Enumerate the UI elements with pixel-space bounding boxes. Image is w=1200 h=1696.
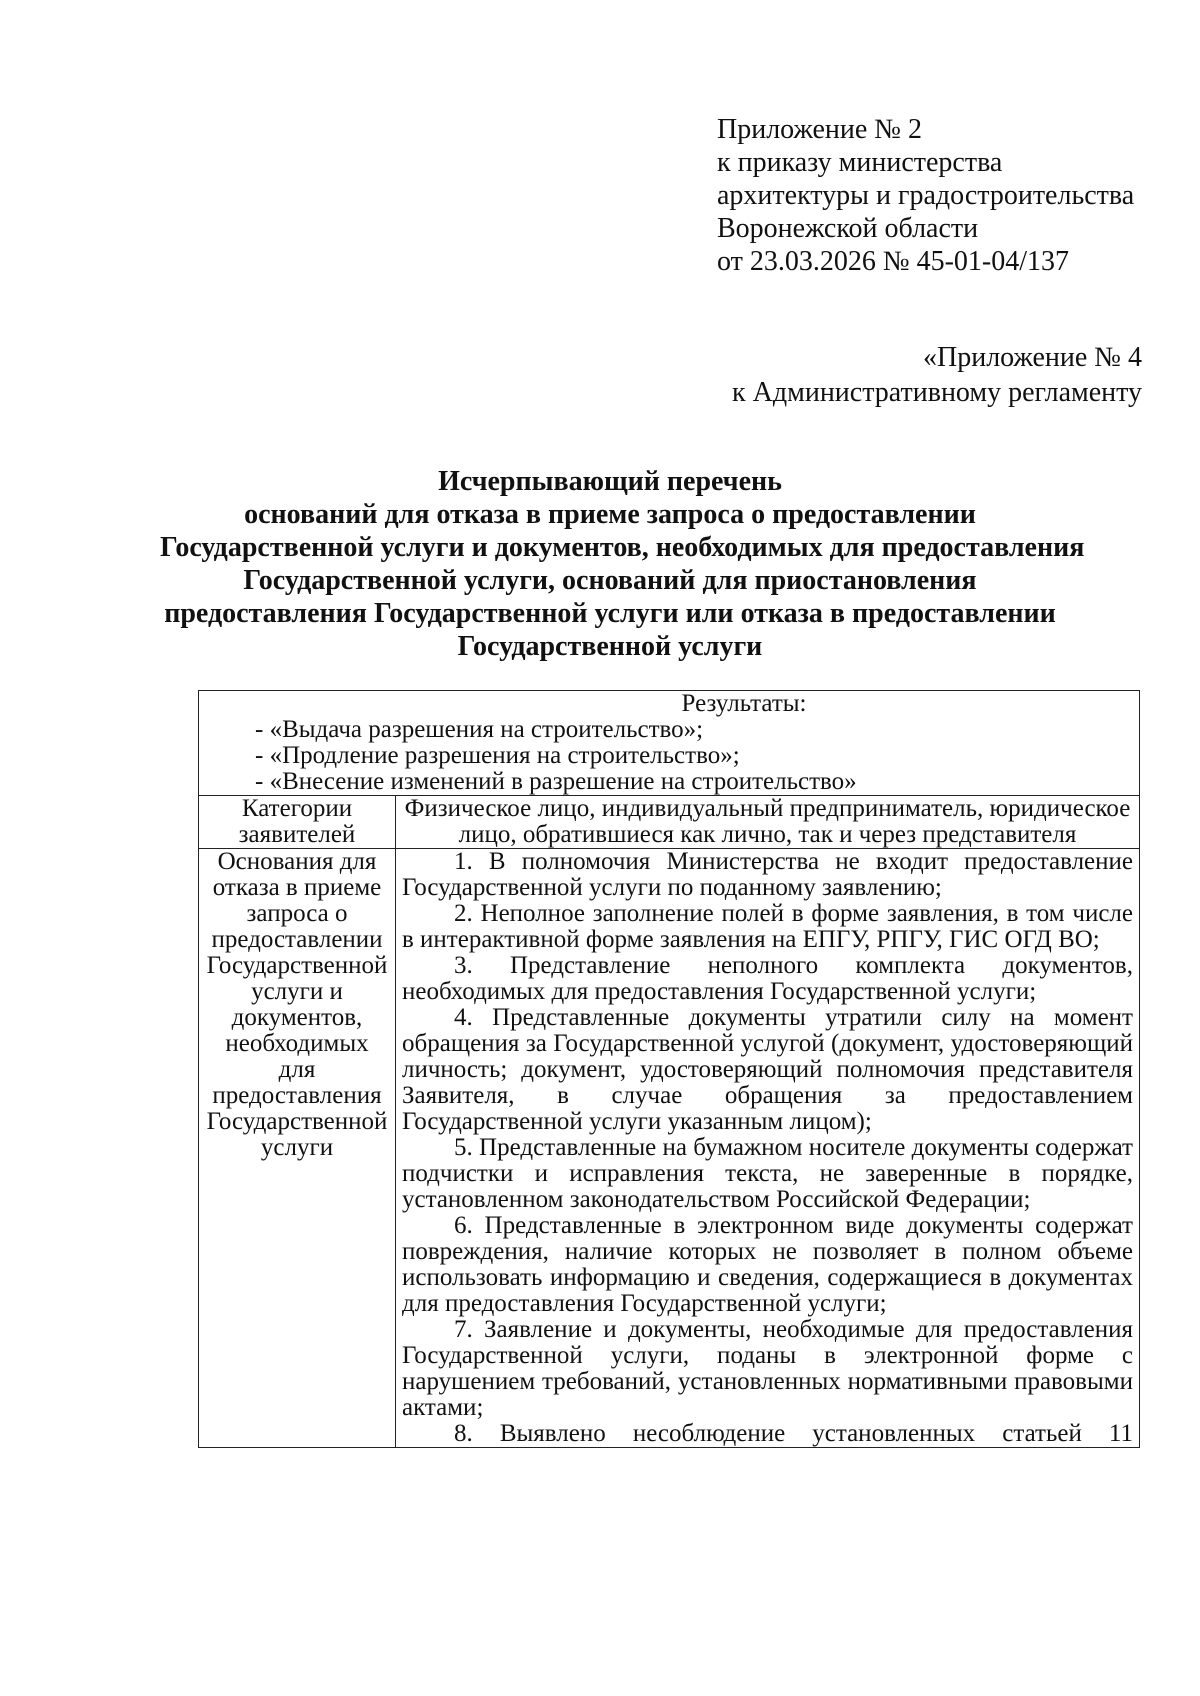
appendix-line: Приложение № 2 xyxy=(717,114,922,145)
reasons-cell xyxy=(396,849,1140,1448)
regulation-appendix-block xyxy=(732,340,1142,410)
reason-item: 6. Представленные в электронном виде документы содержат повреждения, наличие которых не позволяет в полном объеме использовать информацию и сведения, содержащиеся в документах для предоставления Государственной услуги; xyxy=(402,1212,1133,1317)
title-line: Государственной услуги, оснований для приостановления xyxy=(243,565,977,596)
reason-item: 4. Представленные документы утратили силу на момент обращения за Государственной услугой (документ, удостоверяющий личность; документ, удостоверяющий полномочия представителя Заявителя, в случае обращения за предоставлением Государственной услуги указанным лицом); xyxy=(402,1004,1133,1135)
reasons-row xyxy=(199,849,1140,1448)
title-line: Государственной услуги xyxy=(457,631,763,662)
reasons-label: Основания для отказа в приеме запроса о предоставлении Государственной услуги и документов, необходимых для предоставления Государственной услуги xyxy=(199,849,396,1448)
title-line: оснований для отказа в приеме запроса о предоставлении xyxy=(244,499,976,530)
appendix-line: к приказу министерства xyxy=(717,147,1003,178)
applicants-value: Физическое лицо, индивидуальный предприниматель, юридическое лицо, обратившиеся как лично, так и через представителя xyxy=(396,796,1140,849)
title-line: Исчерпывающий перечень xyxy=(438,466,782,497)
applicants-label: Категории заявителей xyxy=(199,796,396,849)
reason-item: 7. Заявление и документы, необходимые для предоставления Государственной услуги, поданы в электронной форме с нарушением требований, установленных нормативными правовыми актами; xyxy=(402,1316,1133,1421)
results-item: - «Продление разрешения на строительство»; xyxy=(255,742,740,769)
document-title xyxy=(160,465,1085,663)
results-list xyxy=(205,717,1133,795)
reason-item: 3. Представление неполного комплекта документов, необходимых для предоставления Государственной услуги; xyxy=(402,952,1133,1005)
results-item: - «Внесение изменений в разрешение на строительство» xyxy=(255,768,857,795)
appendix-line: архитектуры и градостроительства xyxy=(717,180,1135,211)
grounds-table xyxy=(198,690,1140,1448)
title-line: предоставления Государственной услуги или отказа в предоставлении xyxy=(164,598,1056,629)
results-item: - «Выдача разрешения на строительство»; xyxy=(255,716,704,743)
results-heading: Результаты: xyxy=(681,690,807,717)
regulation-line: «Приложение № 4 xyxy=(923,342,1142,373)
appendix-line: Воронежской области xyxy=(717,213,979,244)
reason-item: 5. Представленные на бумажном носителе документы содержат подчистки и исправления текста, не заверенные в порядке, установленном законодательством Российской Федерации; xyxy=(402,1134,1133,1213)
reason-item: 1. В полномочия Министерства не входит предоставление Государственной услуги по поданному заявлению; xyxy=(402,848,1133,901)
results-cell xyxy=(199,691,1140,796)
appendix-line: от 23.03.2026 № 45-01-04/137 xyxy=(717,246,1070,277)
results-row xyxy=(199,691,1140,796)
applicants-row xyxy=(199,796,1140,849)
regulation-line: к Административному регламенту xyxy=(732,377,1142,408)
title-line: Государственной услуги и документов, необходимых для предоставления xyxy=(160,532,1085,563)
appendix-block xyxy=(717,113,1134,278)
reason-item: 2. Неполное заполнение полей в форме заявления, в том числе в интерактивной форме заявления на ЕПГУ, РПГУ, ГИС ОГД ВО; xyxy=(402,900,1133,953)
reason-item: 8. Выявлено несоблюдение установленных статьей 11 xyxy=(454,1420,1133,1447)
